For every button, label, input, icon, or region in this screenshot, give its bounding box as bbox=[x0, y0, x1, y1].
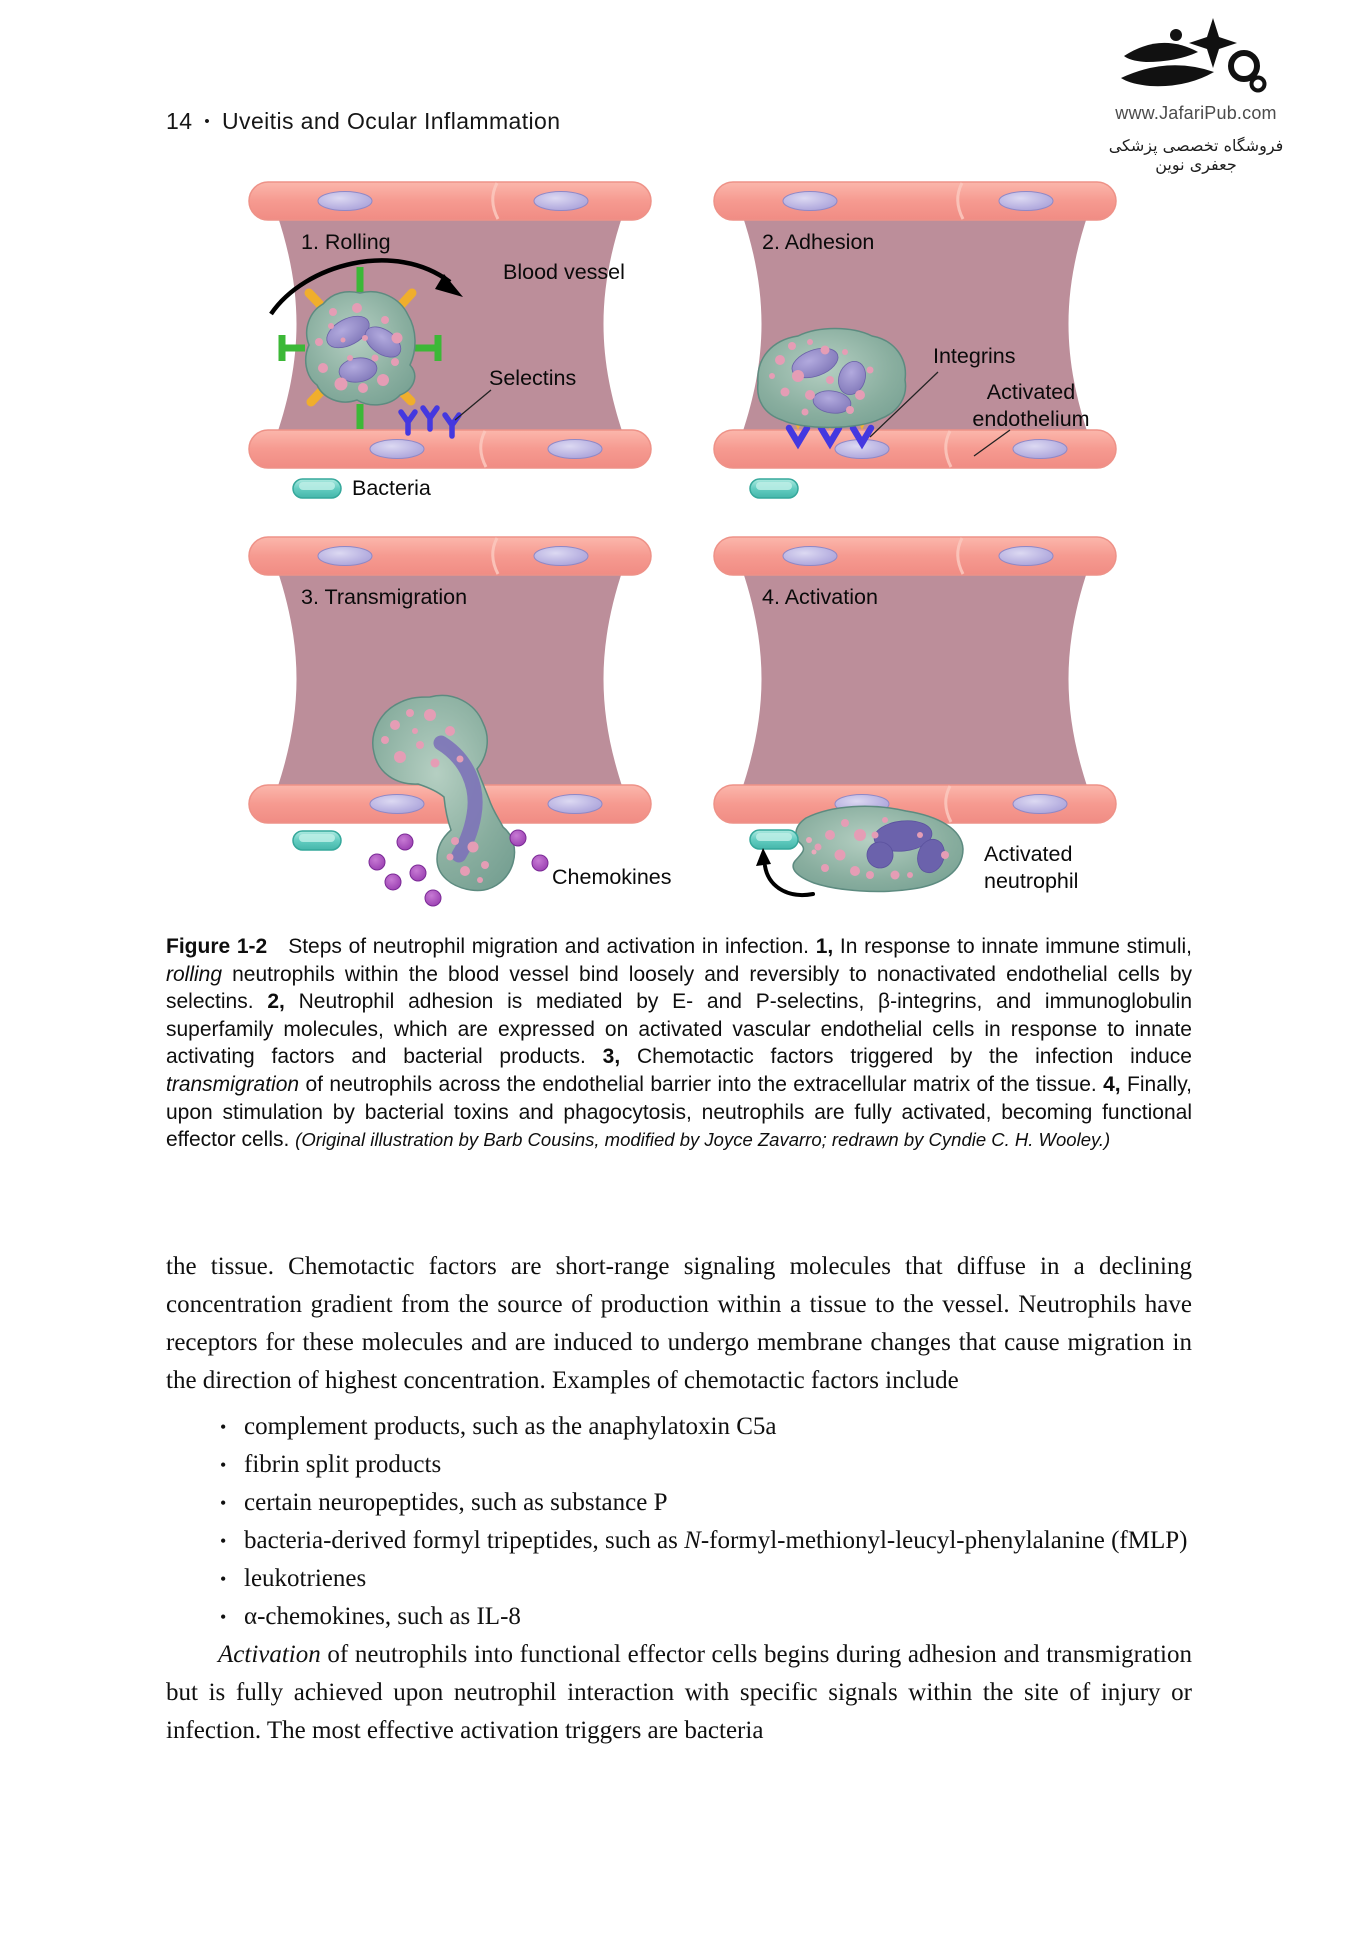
body-paragraph-1: the tissue. Chemotactic factors are short-range signaling molecules that diffuse in a declining concentration gradient from the source of production within a tissue to the vessel. Neutrophils have receptors for these molecules and are induced to undergo membrane changes that cause migration in the direction of highest concentration. Examples of chemotactic factors include bbox=[166, 1253, 1192, 1394]
running-header bbox=[166, 108, 560, 135]
figure-panel-adhesion bbox=[710, 180, 1175, 510]
step-label-transmigration: 3. Transmigration bbox=[301, 585, 468, 609]
list-item: • certain neuropeptides, such as substance P bbox=[218, 1484, 1192, 1522]
annotation-activated-endothelium: Activated endothelium bbox=[972, 380, 1090, 431]
publisher-tagline-farsi: فروشگاه تخصصی پزشکی جعفری نوین bbox=[1108, 136, 1284, 174]
header-bullet-separator: • bbox=[204, 113, 211, 130]
list-item: • complement products, such as the anaphylatoxin C5a bbox=[218, 1408, 1192, 1446]
page-title: Uveitis and Ocular Inflammation bbox=[222, 108, 561, 134]
figure-panel-transmigration bbox=[245, 535, 710, 920]
list-item: • α-chemokines, such as IL-8 bbox=[218, 1598, 1192, 1636]
figure-panel-activation bbox=[710, 535, 1175, 920]
list-item: • leukotrienes bbox=[218, 1560, 1192, 1598]
list-item: • bacteria-derived formyl tripeptides, such as N-formyl-methionyl-leucyl-phenylalanine (fMLP) bbox=[218, 1522, 1192, 1560]
page-number: 14 bbox=[166, 108, 193, 134]
list-item: • fibrin split products bbox=[218, 1446, 1192, 1484]
jafaripub-logo-icon bbox=[1116, 16, 1276, 96]
step-label-adhesion: 2. Adhesion bbox=[762, 230, 875, 254]
annotation-selectins: Selectins bbox=[489, 366, 577, 390]
figure-panel-rolling bbox=[245, 180, 710, 510]
step-label-activation: 4. Activation bbox=[762, 585, 878, 609]
publisher-branding bbox=[1098, 16, 1294, 174]
publisher-url: www.JafariPub.com bbox=[1115, 103, 1277, 123]
annotation-chemokines: Chemokines bbox=[552, 865, 672, 889]
body-paragraph-2: Activation of neutrophils into functional effector cells begins during adhesion and transmigration but is fully achieved upon neutrophil interaction with specific signals within the site of injury or infection. The most effective activation triggers are bacteria bbox=[166, 1641, 1192, 1744]
body-text bbox=[166, 1248, 1192, 1750]
annotation-bacteria: Bacteria bbox=[352, 476, 431, 500]
annotation-blood-vessel: Blood vessel bbox=[503, 260, 625, 284]
figure-caption: Figure 1-2 Steps of neutrophil migration and activation in infection. 1, In response to innate immune stimuli, rolling neutrophils within the blood vessel bind loosely and reversibly to nonactivated endothelial cells by selectins. 2, Neutrophil adhesion is mediated by E- and P-selectins, β-integrins, and immunoglobulin superfamily molecules, which are expressed on activated vascular endothelial cells in response to innate activating factors and bacterial products. 3, Chemotactic factors triggered by the infection induce transmigration of neutrophils across the endothelial barrier into the extracellular matrix of the tissue. 4, Finally, upon stimulation by bacterial toxins and phagocytosis, neutrophils are fully activated, becoming functional effector cells. (Original illustration by Barb Cousins, modified by Joyce Zavarro; redrawn by Cyndie C. H. Wooley.) bbox=[166, 935, 1193, 1152]
step-label-rolling: 1. Rolling bbox=[301, 230, 391, 254]
chemotactic-factors-list bbox=[218, 1408, 1192, 1636]
annotation-activated-neutrophil: Activated neutrophil bbox=[984, 842, 1079, 893]
annotation-integrins: Integrins bbox=[933, 344, 1016, 368]
